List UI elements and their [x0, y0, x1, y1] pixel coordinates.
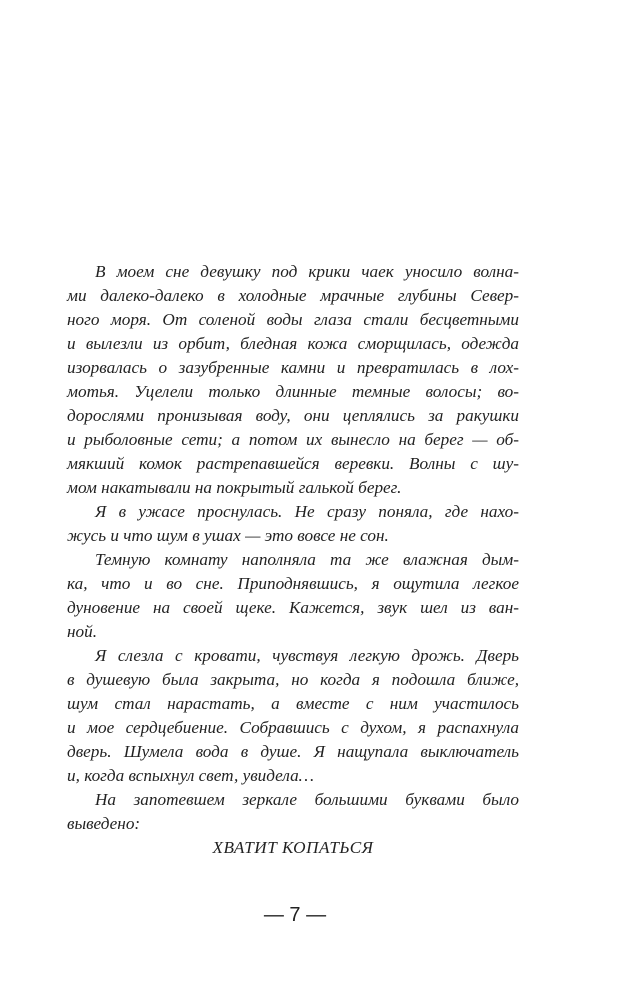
text-line: мотья. Уцелели только длинные темные волосы; во-: [67, 382, 519, 401]
text-line: На запотевшем зеркале большими буквами было: [95, 790, 519, 809]
text-line: и, когда вспыхнул свет, увидела…: [67, 766, 314, 785]
paragraph: [67, 500, 519, 548]
text-line: и рыболовные сети; а потом их вынесло на берег — об-: [67, 430, 519, 449]
text-line: жусь и что шум в ушах — это вовсе не сон.: [67, 526, 389, 545]
text-line: Я слезла с кровати, чувствуя легкую дрожь. Дверь: [95, 646, 519, 665]
text-line: Я в ужасе проснулась. Не сразу поняла, где нахо-: [95, 502, 519, 521]
mirror-text: ХВАТИТ КОПАТЬСЯ: [212, 838, 374, 857]
text-line: Темную комнату наполняла та же влажная дым-: [95, 550, 519, 569]
text-line: в душевую была закрыта, но когда я подошла ближе,: [67, 670, 519, 689]
text-line: мякший комок растрепавшейся веревки. Волны с шу-: [67, 454, 519, 473]
text-line: ка, что и во сне. Приподнявшись, я ощутила легкое: [67, 574, 519, 593]
page-number: — 7 —: [263, 904, 327, 926]
text-line: ми далеко-далеко в холодные мрачные глубины Север-: [67, 286, 519, 305]
text-line: дверь. Шумела вода в душе. Я нащупала выключатель: [67, 742, 519, 761]
text-line: мом накатывали на покрытый галькой берег.: [67, 478, 402, 497]
text-line: и мое сердцебиение. Собравшись с духом, я распахнула: [67, 718, 519, 737]
text-line: дорослями пронизывая воду, они цеплялись за ракушки: [67, 406, 519, 425]
paragraph: [67, 788, 519, 836]
paragraph: [67, 548, 519, 644]
paragraph: [67, 260, 519, 500]
text-line: выведено:: [67, 814, 141, 833]
text-line: ного моря. От соленой воды глаза стали бесцветными: [67, 310, 519, 329]
text-line: дуновение на своей щеке. Кажется, звук шел из ван-: [67, 598, 519, 617]
text-line: ной.: [67, 622, 98, 641]
text-line: и вылезли из орбит, бледная кожа сморщилась, одежда: [67, 334, 519, 353]
text-line: шум стал нарастать, а вместе с ним участилось: [67, 694, 519, 713]
page-body: [67, 260, 519, 860]
text-line: изорвалась о зазубренные камни и превратилась в лох-: [67, 358, 519, 377]
paragraph: [67, 644, 519, 788]
text-line: В моем сне девушку под крики чаек уносило волна-: [95, 262, 519, 281]
